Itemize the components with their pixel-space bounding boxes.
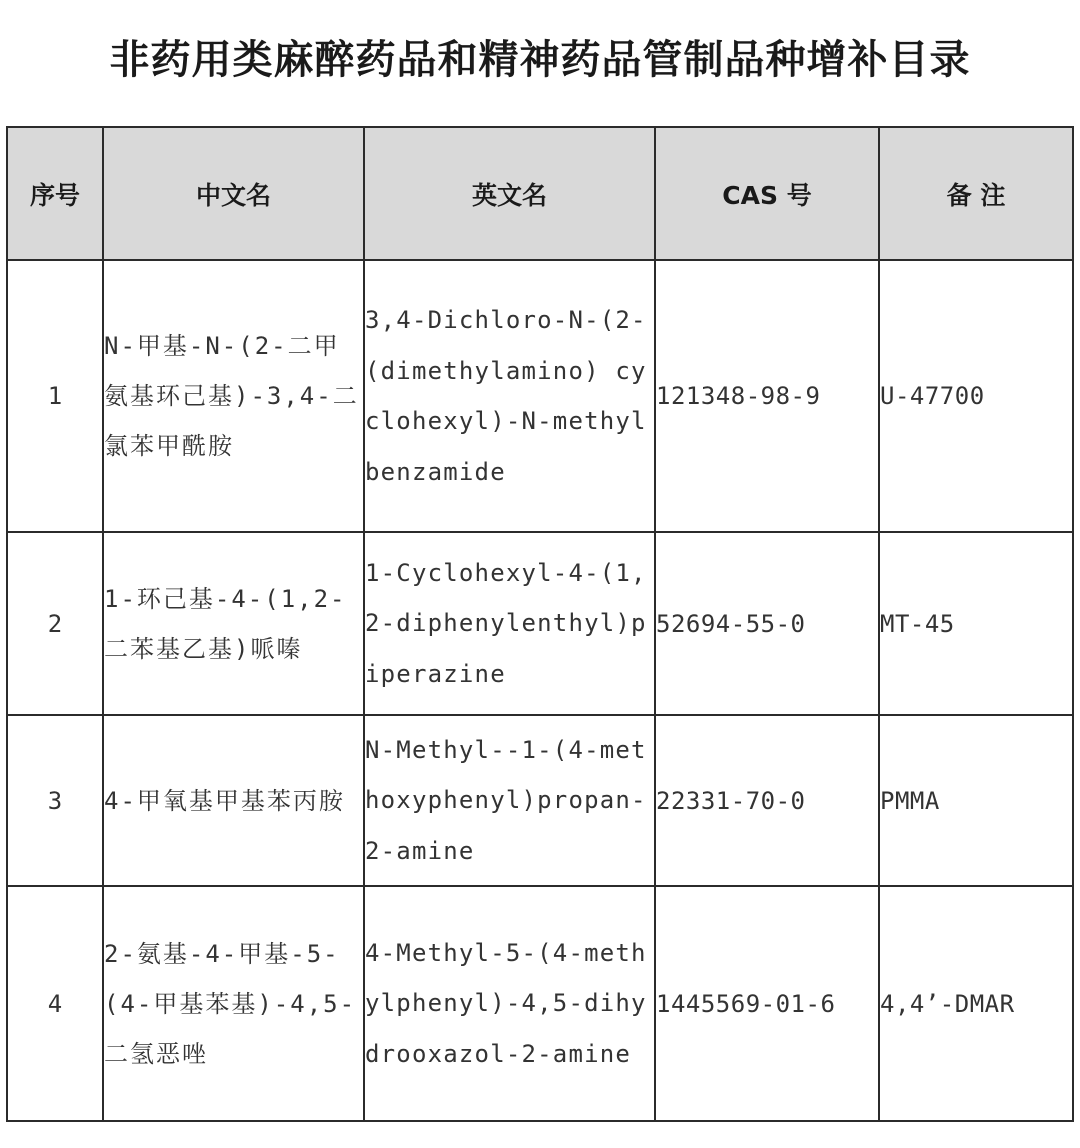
remarks-cell: MT-45 (879, 532, 1073, 715)
page-title: 非药用类麻醉药品和精神药品管制品种增补目录 (109, 37, 971, 83)
cas-number-cell: 121348-98-9 (655, 260, 879, 532)
cas-number-cell: 1445569-01-6 (655, 886, 879, 1121)
remarks-cell: 4,4’-DMAR (879, 886, 1073, 1121)
chinese-name-cell: N-甲基-N-(2-二甲氨基环己基)-3,4-二氯苯甲酰胺 (103, 260, 364, 532)
chinese-name-cell: 1-环己基-4-(1,2-二苯基乙基)哌嗪 (103, 532, 364, 715)
row-number: 4 (7, 886, 103, 1121)
english-name-cell: 4-Methyl-5-(4-methylphenyl)-4,5-dihydrooxazol-2-amine (364, 886, 655, 1121)
catalog-table (6, 126, 1074, 1122)
header-english-name: 英文名 (364, 127, 655, 260)
row-number: 2 (7, 532, 103, 715)
remarks-cell: PMMA (879, 715, 1073, 886)
header-remarks: 备 注 (879, 127, 1073, 260)
row-number: 1 (7, 260, 103, 532)
table-row (7, 532, 1073, 715)
english-name-cell: 3,4-Dichloro-N-(2-(dimethylamino) cyclohexyl)-N-methylbenzamide (364, 260, 655, 532)
header-row (7, 127, 1073, 260)
english-name-cell: 1-Cyclohexyl-4-(1,2-diphenylenthyl)piperazine (364, 532, 655, 715)
cas-number-cell: 52694-55-0 (655, 532, 879, 715)
table-row (7, 715, 1073, 886)
table-row (7, 260, 1073, 532)
english-name-cell: N-Methyl--1-(4-methoxyphenyl)propan-2-amine (364, 715, 655, 886)
chinese-name-cell: 2-氨基-4-甲基-5-(4-甲基苯基)-4,5-二氢恶唑 (103, 886, 364, 1121)
chinese-name-cell: 4-甲氧基甲基苯丙胺 (103, 715, 364, 886)
table-row (7, 886, 1073, 1121)
header-cas-number: CAS 号 (655, 127, 879, 260)
row-number: 3 (7, 715, 103, 886)
cas-number-cell: 22331-70-0 (655, 715, 879, 886)
header-chinese-name: 中文名 (103, 127, 364, 260)
header-no: 序号 (7, 127, 103, 260)
remarks-cell: U-47700 (879, 260, 1073, 532)
